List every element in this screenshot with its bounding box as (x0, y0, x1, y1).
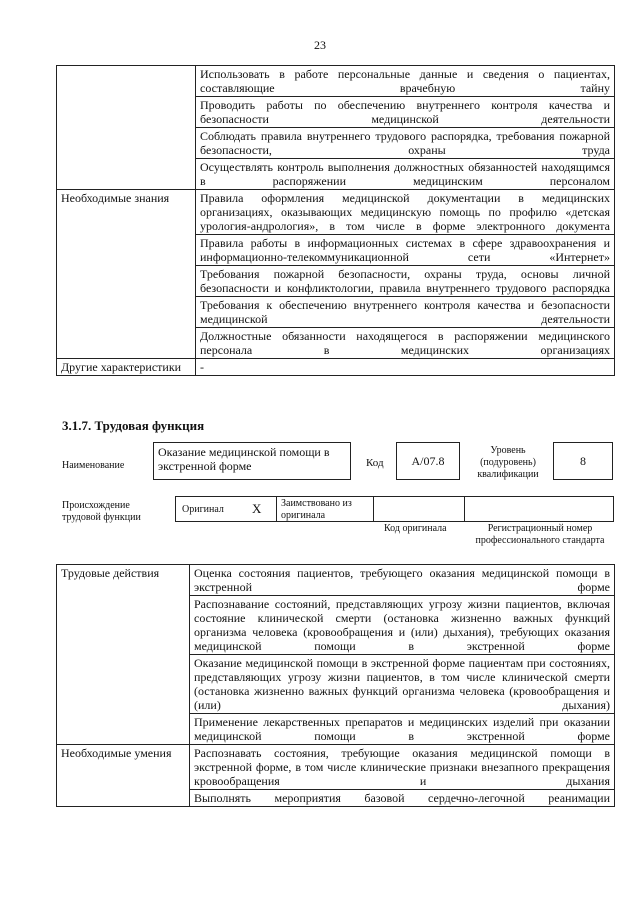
row-item: Правила оформления медицинской документации в медицинских организациях, оказывающих медицинскую помощь по профилю «детская урология-андрология», в том числе в форме электронного документа (196, 190, 615, 235)
row-item: Оказание медицинской помощи в экстренной форме пациентам при состояниях, представляющих угрозу жизни пациентов, в том числе клинической смерти (остановка жизненно важных функций организма человека (кровообращения и (или) дыхания) (190, 655, 615, 714)
row-item: Требования к обеспечению внутреннего контроля качества и безопасности медицинской деятельности (196, 297, 615, 328)
table-row (57, 190, 615, 235)
row-heading: Необходимые умения (57, 745, 190, 807)
code-value: А/07.8 (411, 454, 445, 468)
borrowed-box (276, 496, 374, 522)
borrowed-label: Заимствовано из оригинала (281, 498, 352, 521)
top-table-body (57, 66, 615, 376)
code-value-box (396, 442, 460, 480)
row-item: Требования пожарной безопасности, охраны труда, основы личной безопасности и конфликтологии, правила внутреннего трудового распорядка (196, 266, 615, 297)
code-label: Код (366, 457, 384, 469)
table-row (57, 359, 615, 376)
bottom-table-body (57, 565, 615, 807)
level-value: 8 (580, 454, 586, 468)
row-item: Осуществлять контроль выполнения должностных обязанностей находящимся в распоряжении медицинским персоналом (196, 159, 615, 190)
reg-number-caption: Регистрационный номер профессионального стандарта (475, 523, 605, 546)
table-row (57, 565, 615, 596)
row-item: Проводить работы по обеспечению внутреннего контроля качества и безопасности медицинской деятельности (196, 97, 615, 128)
original-label: Оригинал (182, 504, 224, 515)
name-value: Оказание медицинской помощи в экстренной форме (158, 445, 330, 473)
name-label: Наименование (62, 460, 125, 471)
row-item: Правила работы в информационных системах в сфере здравоохранения и информационно-телекоммуникационной сети «Интернет» (196, 235, 615, 266)
table-row (57, 66, 615, 97)
row-item: Оценка состояния пациентов, требующего оказания медицинской помощи в экстренной форме (190, 565, 615, 596)
reg-number-box (464, 496, 614, 522)
row-item: Выполнять мероприятия базовой сердечно-легочной реанимации (190, 790, 615, 807)
row-item: - (196, 359, 615, 376)
row-item: Использовать в работе персональные данные и сведения о пациентах, составляющие врачебную тайну (196, 66, 615, 97)
name-value-box (153, 442, 351, 480)
level-value-box (553, 442, 613, 480)
row-heading (57, 66, 196, 190)
row-heading: Необходимые знания (57, 190, 196, 359)
row-heading: Другие характеристики (57, 359, 196, 376)
section-title: 3.1.7. Трудовая функция (62, 418, 205, 433)
original-box (175, 496, 277, 522)
code-original-caption: Код оригинала (384, 523, 447, 534)
row-item: Распознавание состояний, представляющих угрозу жизни пациентов, включая состояние клинической смерти (остановка жизненно важных функций организма человека (кровообращения и (или) дыхания), требующих оказания медицинской помощи в экстренной форме (190, 596, 615, 655)
page-number: 23 (314, 38, 326, 52)
original-mark: X (252, 501, 262, 516)
bottom-table (56, 564, 615, 807)
row-item: Соблюдать правила внутреннего трудового распорядка, требования пожарной безопасности, охраны труда (196, 128, 615, 159)
origin-label: Происхождение трудовой функции (62, 500, 141, 523)
level-label: Уровень (подуровень) квалификации (477, 445, 539, 480)
code-original-box (373, 496, 465, 522)
table-row (57, 745, 615, 790)
row-heading: Трудовые действия (57, 565, 190, 745)
row-item: Должностные обязанности находящегося в распоряжении медицинского персонала в медицинских организациях (196, 328, 615, 359)
row-item: Применение лекарственных препаратов и медицинских изделий при оказании медицинской помощи в экстренной форме (190, 714, 615, 745)
top-table (56, 65, 615, 376)
row-item: Распознавать состояния, требующие оказания медицинской помощи в экстренной форме, в том числе клинические признаки внезапного прекращения кровообращения и дыхания (190, 745, 615, 790)
